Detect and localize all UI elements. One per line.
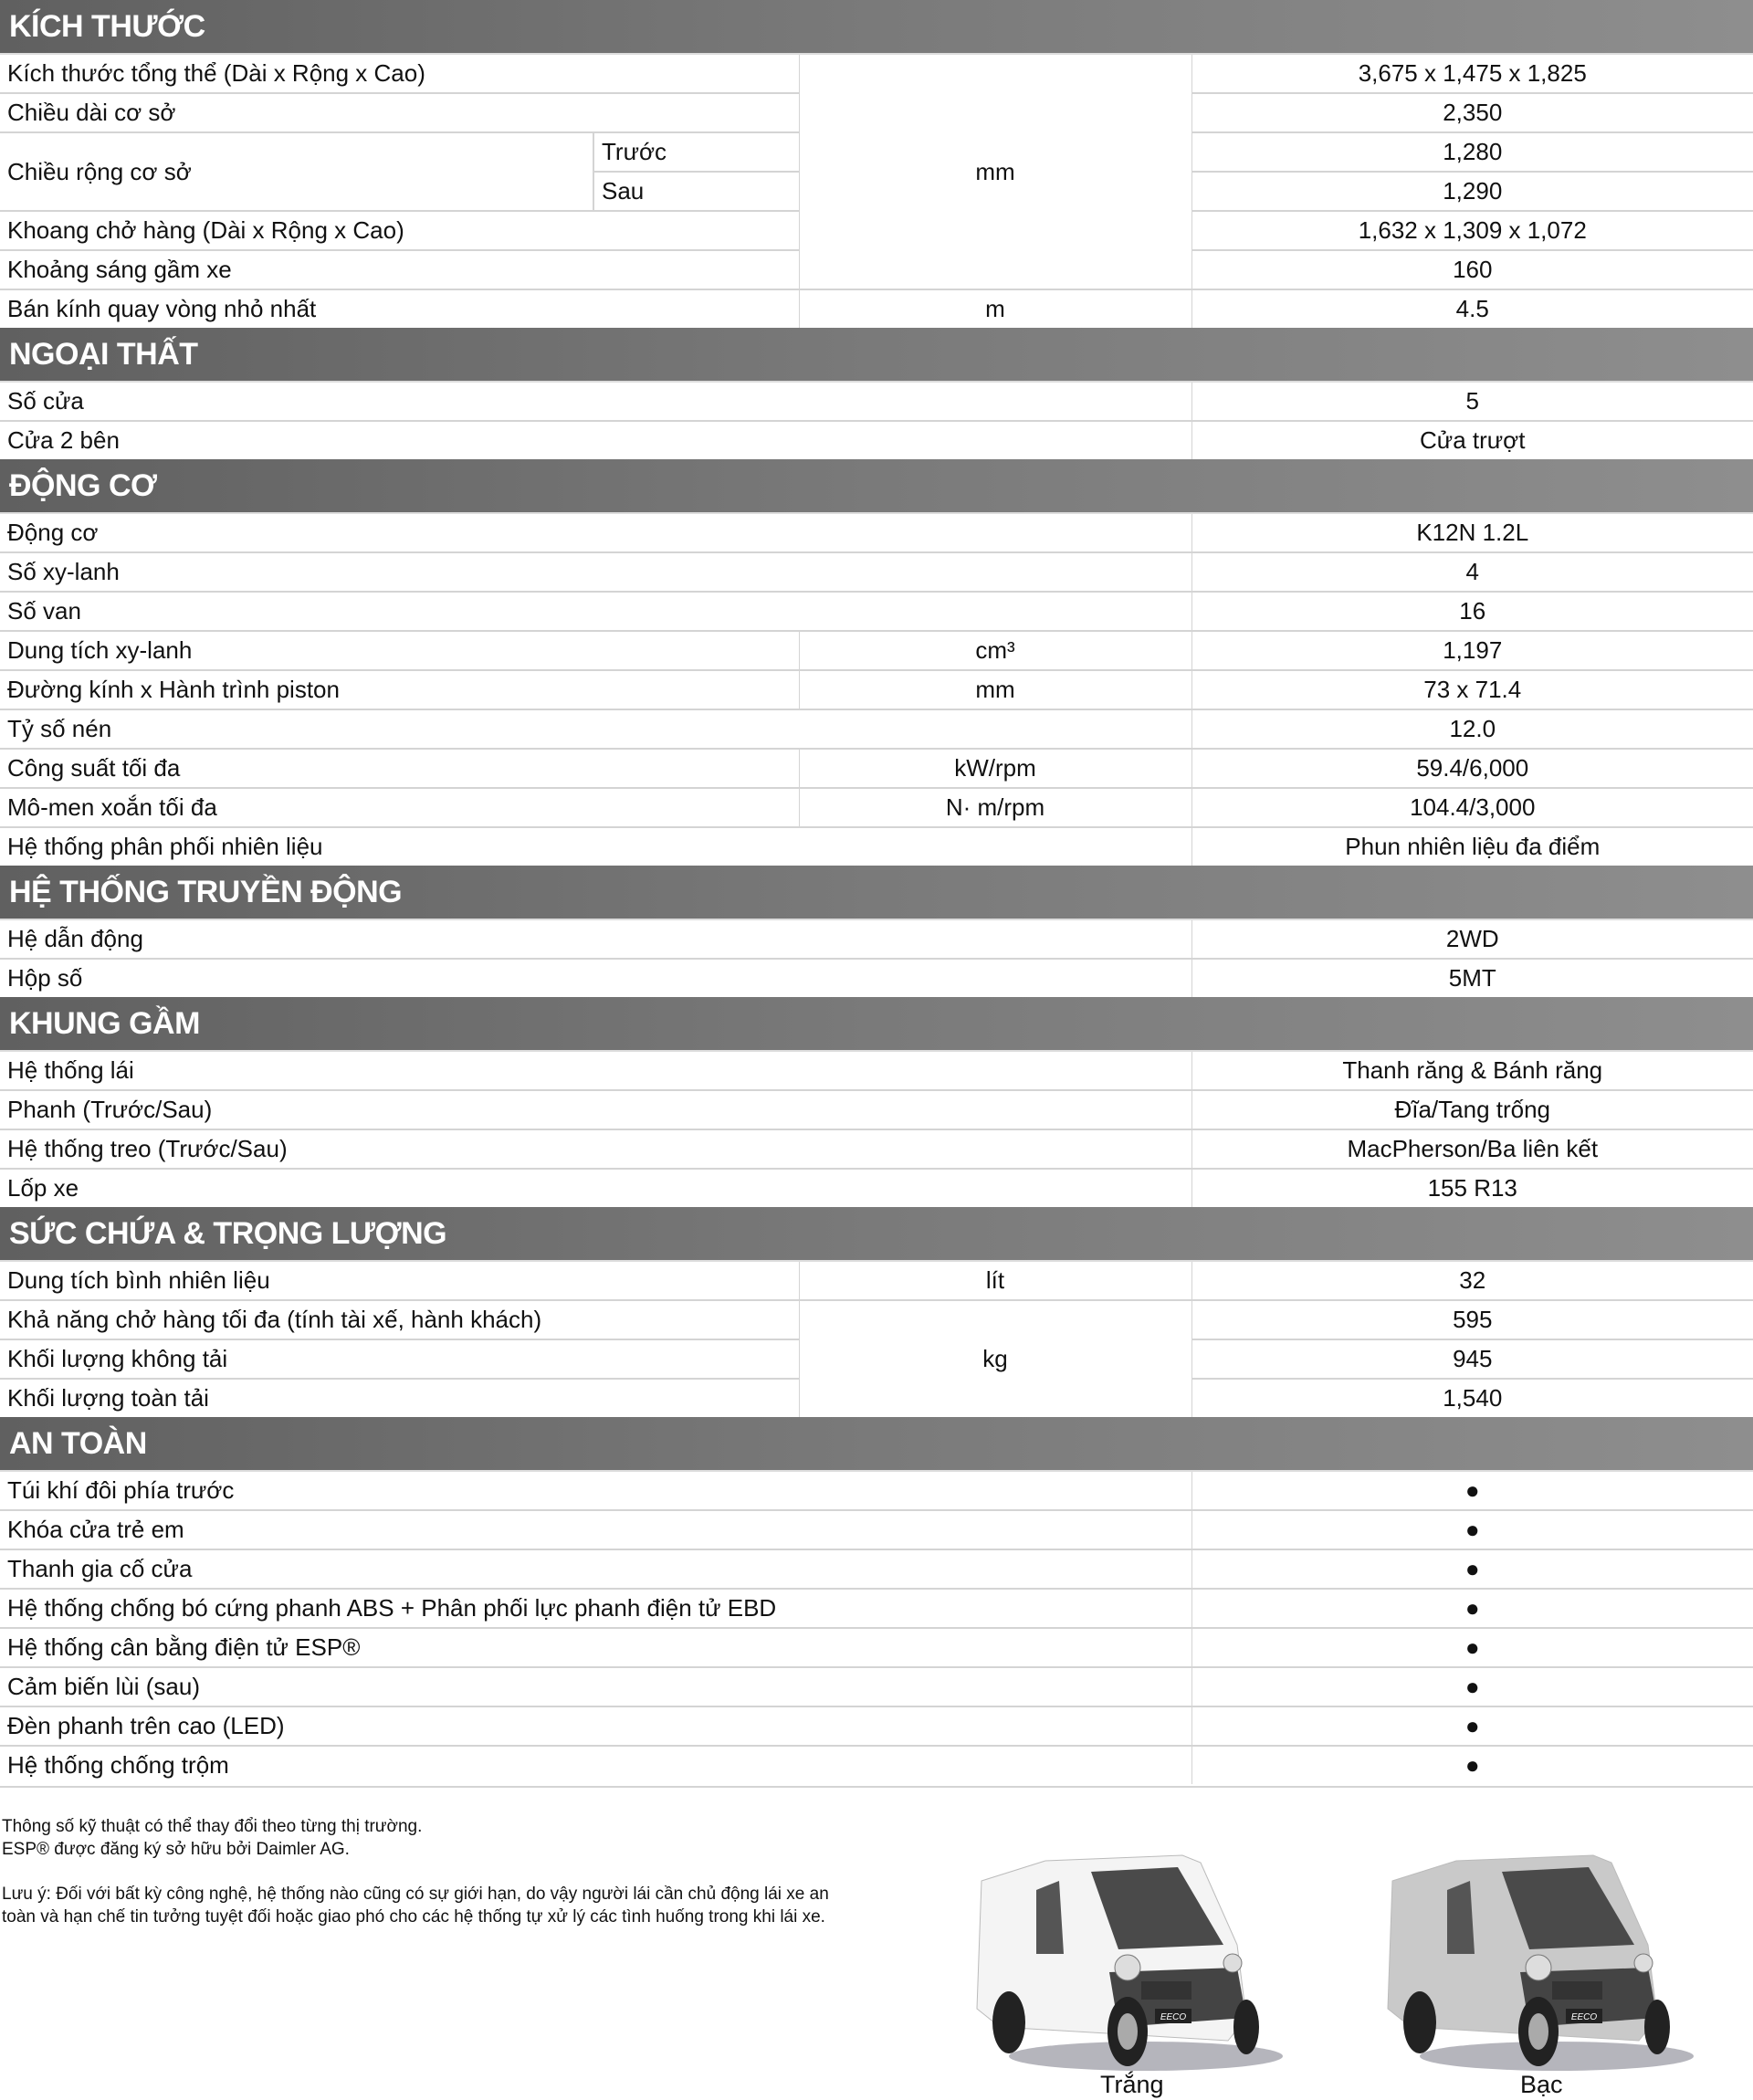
color-label: Trắng <box>1100 2071 1164 2098</box>
spec-value: 160 <box>1191 250 1753 289</box>
table-row <box>0 1510 1753 1549</box>
spec-value: 5MT <box>1191 959 1753 997</box>
section-title: ĐỘNG CƠ <box>0 459 1753 513</box>
section-header-dimensions <box>0 0 1753 54</box>
note-line: toàn và hạn chế tin tưởng tuyệt đối hoặc giao phó cho các hệ thống tự xử lý các tình huống trong khi lái xe. <box>2 1907 825 1927</box>
spec-sublabel: Sau <box>593 172 799 211</box>
table-row <box>0 592 1753 631</box>
table-row <box>0 709 1753 749</box>
spec-label: Cửa 2 bên <box>0 421 1191 459</box>
note-line: Thông số kỹ thuật có thể thay đổi theo từng thị trường. <box>2 1817 423 1836</box>
table-row <box>0 1706 1753 1746</box>
section-header-chassis <box>0 997 1753 1051</box>
spec-unit: cm³ <box>799 631 1191 670</box>
spec-value: 59.4/6,000 <box>1191 749 1753 788</box>
spec-label: Số cửa <box>0 382 1191 421</box>
van-badge: EECO <box>1160 2012 1187 2022</box>
table-row <box>0 1300 1753 1339</box>
van-badge: EECO <box>1570 2012 1598 2022</box>
spec-label: Dung tích bình nhiên liệu <box>0 1261 799 1300</box>
spec-value: 1,280 <box>1191 132 1753 172</box>
table-bottom-border <box>0 1786 1753 1788</box>
spec-value: 104.4/3,000 <box>1191 788 1753 827</box>
table-row <box>0 1667 1753 1706</box>
table-row <box>0 289 1753 328</box>
spec-value: 16 <box>1191 592 1753 631</box>
section-header-exterior <box>0 328 1753 382</box>
spec-value: 4.5 <box>1191 289 1753 328</box>
section-title: AN TOÀN <box>0 1417 1753 1471</box>
table-row <box>0 552 1753 592</box>
spec-label: Chiều dài cơ sở <box>0 93 799 132</box>
spec-value: MacPherson/Ba liên kết <box>1191 1129 1753 1169</box>
spec-value: Đĩa/Tang trống <box>1191 1090 1753 1129</box>
spec-value: Cửa trượt <box>1191 421 1753 459</box>
spec-label: Hệ dẫn động <box>0 919 1191 959</box>
section-drivetrain <box>0 866 1753 997</box>
section-title: NGOẠI THẤT <box>0 328 1753 382</box>
spec-label: Tỷ số nén <box>0 709 1191 749</box>
table-row <box>0 1628 1753 1667</box>
spec-value: K12N 1.2L <box>1191 513 1753 552</box>
spec-value: Thanh răng & Bánh răng <box>1191 1051 1753 1090</box>
spec-label: Kích thước tổng thể (Dài x Rộng x Cao) <box>0 54 799 93</box>
spec-value: 5 <box>1191 382 1753 421</box>
spec-label: Hộp số <box>0 959 1191 997</box>
section-header-safety <box>0 1417 1753 1471</box>
spec-label: Hệ thống lái <box>0 1051 1191 1090</box>
color-label: Bạc <box>1520 2071 1563 2098</box>
section-title: KÍCH THƯỚC <box>0 0 1753 54</box>
spec-label: Lốp xe <box>0 1169 1191 1207</box>
spec-label: Số van <box>0 592 1191 631</box>
section-engine <box>0 459 1753 866</box>
spec-value: 2WD <box>1191 919 1753 959</box>
section-header-drivetrain <box>0 866 1753 919</box>
spec-label: Túi khí đôi phía trước <box>0 1471 1191 1510</box>
spec-label: Đường kính x Hành trình piston <box>0 670 799 709</box>
footnotes <box>2 1815 829 1928</box>
spec-value: 155 R13 <box>1191 1169 1753 1207</box>
section-safety <box>0 1417 1753 1784</box>
table-row <box>0 513 1753 552</box>
spec-label: Đèn phanh trên cao (LED) <box>0 1706 1191 1746</box>
van-image-0 <box>972 1844 1283 2073</box>
table-row <box>0 382 1753 421</box>
table-row <box>0 1129 1753 1169</box>
table-row <box>0 1051 1753 1090</box>
note-line: ESP® được đăng ký sở hữu bởi Daimler AG. <box>2 1840 350 1859</box>
spec-label: Hệ thống chống trộm <box>0 1746 1191 1784</box>
spec-label: Bán kính quay vòng nhỏ nhất <box>0 289 799 328</box>
spec-value: 73 x 71.4 <box>1191 670 1753 709</box>
spec-value: ● <box>1191 1549 1753 1589</box>
spec-value: ● <box>1191 1589 1753 1628</box>
spec-value: Phun nhiên liệu đa điểm <box>1191 827 1753 866</box>
spec-unit: mm <box>799 54 1191 289</box>
section-header-capacity <box>0 1207 1753 1261</box>
table-row <box>0 1746 1753 1784</box>
spec-label: Khóa cửa trẻ em <box>0 1510 1191 1549</box>
spec-unit: lít <box>799 1261 1191 1300</box>
spec-unit: kW/rpm <box>799 749 1191 788</box>
spec-unit: m <box>799 289 1191 328</box>
spec-value: 1,540 <box>1191 1379 1753 1417</box>
spec-label: Công suất tối đa <box>0 749 799 788</box>
spec-unit: N· m/rpm <box>799 788 1191 827</box>
spec-label: Khối lượng toàn tải <box>0 1379 799 1417</box>
spec-label: Số xy-lanh <box>0 552 1191 592</box>
spec-unit: mm <box>799 670 1191 709</box>
spec-label: Khả năng chở hàng tối đa (tính tài xế, hành khách) <box>0 1300 799 1339</box>
spec-value: ● <box>1191 1628 1753 1667</box>
section-title: SỨC CHỨA & TRỌNG LƯỢNG <box>0 1207 1753 1261</box>
table-row <box>0 1549 1753 1589</box>
section-title: HỆ THỐNG TRUYỀN ĐỘNG <box>0 866 1753 919</box>
table-row <box>0 919 1753 959</box>
table-row <box>0 631 1753 670</box>
spec-value: ● <box>1191 1471 1753 1510</box>
section-title: KHUNG GẦM <box>0 997 1753 1051</box>
table-row <box>0 1261 1753 1300</box>
table-row <box>0 54 1753 93</box>
note-line: Lưu ý: Đối với bất kỳ công nghệ, hệ thống nào cũng có sự giới hạn, do vậy người lái cần chủ động lái xe an <box>2 1885 829 1904</box>
spec-value: 4 <box>1191 552 1753 592</box>
table-row <box>0 1471 1753 1510</box>
table-row <box>0 827 1753 866</box>
section-chassis <box>0 997 1753 1207</box>
spec-value: 12.0 <box>1191 709 1753 749</box>
spec-value: 945 <box>1191 1339 1753 1379</box>
table-row <box>0 1589 1753 1628</box>
spec-label: Hệ thống treo (Trước/Sau) <box>0 1129 1191 1169</box>
spec-unit: kg <box>799 1300 1191 1417</box>
spec-label: Khối lượng không tải <box>0 1339 799 1379</box>
table-row <box>0 421 1753 459</box>
spec-value: 1,632 x 1,309 x 1,072 <box>1191 211 1753 250</box>
van-image-1 <box>1383 1844 1694 2073</box>
spec-value: ● <box>1191 1667 1753 1706</box>
section-exterior <box>0 328 1753 459</box>
spec-label: Hệ thống cân bằng điện tử ESP® <box>0 1628 1191 1667</box>
spec-value: 1,290 <box>1191 172 1753 211</box>
spec-label: Khoang chở hàng (Dài x Rộng x Cao) <box>0 211 799 250</box>
section-header-engine <box>0 459 1753 513</box>
table-row <box>0 1090 1753 1129</box>
spec-value: 1,197 <box>1191 631 1753 670</box>
table-row <box>0 1169 1753 1207</box>
table-row <box>0 788 1753 827</box>
spec-value: ● <box>1191 1510 1753 1549</box>
spec-label: Khoảng sáng gầm xe <box>0 250 799 289</box>
spec-value: ● <box>1191 1746 1753 1784</box>
spec-value: ● <box>1191 1706 1753 1746</box>
spec-label: Chiều rộng cơ sở <box>0 132 593 211</box>
table-row <box>0 959 1753 997</box>
table-row <box>0 670 1753 709</box>
table-row <box>0 749 1753 788</box>
spec-value: 32 <box>1191 1261 1753 1300</box>
spec-value: 2,350 <box>1191 93 1753 132</box>
spec-label: Mô-men xoắn tối đa <box>0 788 799 827</box>
spec-value: 595 <box>1191 1300 1753 1339</box>
spec-sublabel: Trước <box>593 132 799 172</box>
spec-value: 3,675 x 1,475 x 1,825 <box>1191 54 1753 93</box>
spec-label: Động cơ <box>0 513 1191 552</box>
spec-label: Dung tích xy-lanh <box>0 631 799 670</box>
spec-label: Hệ thống chống bó cứng phanh ABS + Phân phối lực phanh điện tử EBD <box>0 1589 1191 1628</box>
spec-label: Cảm biến lùi (sau) <box>0 1667 1191 1706</box>
spec-label: Hệ thống phân phối nhiên liệu <box>0 827 1191 866</box>
spec-label: Phanh (Trước/Sau) <box>0 1090 1191 1129</box>
spec-label: Thanh gia cố cửa <box>0 1549 1191 1589</box>
